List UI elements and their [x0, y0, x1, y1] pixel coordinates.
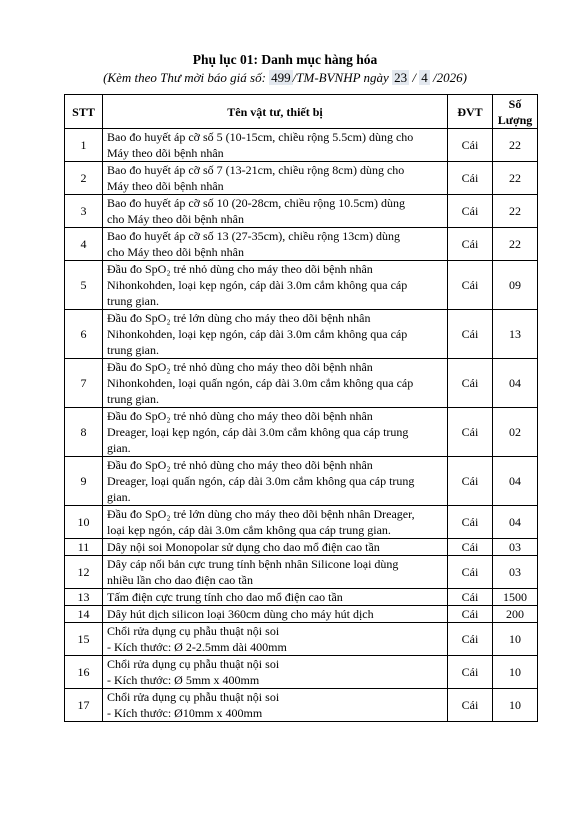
row-qty: 22 — [493, 129, 538, 162]
row-unit: Cái — [448, 310, 493, 359]
row-stt: 10 — [65, 506, 103, 539]
row-name-line: Nihonkohden, loại quấn ngón, cáp dài 3.0m cắm không qua cáp — [107, 376, 414, 390]
row-qty: 02 — [493, 408, 538, 457]
row-name — [103, 261, 448, 310]
header-stt: STT — [65, 95, 103, 129]
table-row — [65, 689, 538, 722]
table-row — [65, 261, 538, 310]
row-name-line: Đầu đo SpO₂ trẻ nhỏ dùng cho máy theo dõi bệnh nhân — [107, 458, 373, 472]
row-unit: Cái — [448, 506, 493, 539]
row-qty: 04 — [493, 457, 538, 506]
row-name-line: Dreager, loại quấn ngón, cáp dài 3.0m cắm không qua cáp trung — [107, 474, 415, 488]
row-stt: 5 — [65, 261, 103, 310]
table-header-row — [65, 95, 538, 129]
row-qty: 03 — [493, 539, 538, 556]
table-row — [65, 539, 538, 556]
row-name — [103, 195, 448, 228]
row-name-line: - Kích thước: Ø 2-2.5mm dài 400mm — [107, 640, 287, 654]
row-name-line: trung gian. — [107, 392, 159, 406]
header-name: Tên vật tư, thiết bị — [103, 95, 448, 129]
table-row — [65, 195, 538, 228]
row-name — [103, 457, 448, 506]
table-row — [65, 606, 538, 623]
row-name-line: trung gian. — [107, 294, 159, 308]
table-row — [65, 310, 538, 359]
row-unit: Cái — [448, 606, 493, 623]
table-row — [65, 623, 538, 656]
row-name-line: Bao đo huyết áp cỡ số 5 (10-15cm, chiều rộng 5.5cm) dùng cho — [107, 130, 414, 144]
row-name-line: nhiều lần cho dao điện cao tần — [107, 573, 253, 587]
row-name-line: Bao đo huyết áp cỡ số 10 (20-28cm, chiều rộng 10.5cm) dùng — [107, 196, 405, 210]
row-qty: 03 — [493, 556, 538, 589]
row-name-line: Máy theo dõi bệnh nhân — [107, 179, 224, 193]
row-name-line: Máy theo dõi bệnh nhân — [107, 146, 224, 160]
row-stt: 16 — [65, 656, 103, 689]
row-name — [103, 129, 448, 162]
date-month: 4 — [421, 70, 428, 85]
row-name-line: Nihonkohden, loại kẹp ngón, cáp dài 3.0m cắm không qua cáp — [107, 327, 408, 341]
table-row — [65, 359, 538, 408]
row-unit: Cái — [448, 539, 493, 556]
row-name — [103, 228, 448, 261]
table-row — [65, 556, 538, 589]
row-qty: 10 — [493, 689, 538, 722]
row-stt: 2 — [65, 162, 103, 195]
row-stt: 12 — [65, 556, 103, 589]
subtitle-mid: /TM-BVNHP ngày — [292, 70, 389, 85]
row-stt: 11 — [65, 539, 103, 556]
row-stt: 14 — [65, 606, 103, 623]
row-qty: 22 — [493, 195, 538, 228]
row-unit: Cái — [448, 129, 493, 162]
row-name-line: Đầu đo SpO₂ trẻ nhỏ dùng cho máy theo dõi bệnh nhân — [107, 409, 373, 423]
row-name — [103, 589, 448, 606]
row-stt: 3 — [65, 195, 103, 228]
date-sep: / — [412, 70, 416, 85]
row-name — [103, 539, 448, 556]
row-name — [103, 606, 448, 623]
row-qty: 22 — [493, 162, 538, 195]
row-name-line: Đầu đo SpO₂ trẻ lớn dùng cho máy theo dõi bệnh nhân — [107, 311, 371, 325]
letter-number: 499 — [271, 70, 291, 85]
row-name-line: Đầu đo SpO₂ trẻ nhỏ dùng cho máy theo dõi bệnh nhân — [107, 262, 373, 276]
row-qty: 1500 — [493, 589, 538, 606]
row-name-line: Tấm điện cực trung tính cho dao mổ điện cao tần — [107, 590, 343, 604]
row-name — [103, 656, 448, 689]
table-row — [65, 457, 538, 506]
row-name — [103, 623, 448, 656]
row-unit: Cái — [448, 359, 493, 408]
header-qty — [493, 95, 538, 129]
row-stt: 13 — [65, 589, 103, 606]
row-name-line: Dây hút dịch silicon loại 360cm dùng cho máy hút dịch — [107, 607, 374, 621]
row-name-line: Bao đo huyết áp cỡ số 13 (27-35cm), chiều rộng 13cm) dùng — [107, 229, 400, 243]
row-name-line: Đầu đo SpO₂ trẻ lớn dùng cho máy theo dõi bệnh nhân Dreager, — [107, 507, 415, 521]
table-row — [65, 162, 538, 195]
row-qty: 04 — [493, 359, 538, 408]
row-name-line: Bao đo huyết áp cỡ số 7 (13-21cm, chiều rộng 8cm) dùng cho — [107, 163, 405, 177]
row-stt: 6 — [65, 310, 103, 359]
table-row — [65, 589, 538, 606]
table-row — [65, 228, 538, 261]
row-name-line: - Kích thước: Ø10mm x 400mm — [107, 706, 263, 720]
row-stt: 7 — [65, 359, 103, 408]
row-name-line: - Kích thước: Ø 5mm x 400mm — [107, 673, 260, 687]
row-stt: 1 — [65, 129, 103, 162]
subtitle-prefix: (Kèm theo Thư mời báo giá số: — [103, 70, 266, 85]
header-qty-line2: Lượng — [497, 112, 533, 127]
row-name-line: loại kẹp ngón, cáp dài 3.0m cắm không qua cáp trung gian. — [107, 523, 391, 537]
row-unit: Cái — [448, 556, 493, 589]
row-unit: Cái — [448, 689, 493, 722]
row-name — [103, 506, 448, 539]
row-qty: 10 — [493, 623, 538, 656]
row-unit: Cái — [448, 623, 493, 656]
row-name — [103, 556, 448, 589]
row-name-line: Đầu đo SpO₂ trẻ nhỏ dùng cho máy theo dõi bệnh nhân — [107, 360, 373, 374]
table-row — [65, 656, 538, 689]
row-unit: Cái — [448, 408, 493, 457]
row-name-line: Dreager, loại kẹp ngón, cáp dài 3.0m cắm không qua cáp trung — [107, 425, 409, 439]
row-stt: 9 — [65, 457, 103, 506]
row-name-line: Dây nội soi Monopolar sử dụng cho dao mổ điện cao tần — [107, 540, 380, 554]
row-qty: 10 — [493, 656, 538, 689]
table-row — [65, 408, 538, 457]
row-qty: 13 — [493, 310, 538, 359]
row-name-line: cho Máy theo dõi bệnh nhân — [107, 245, 244, 259]
row-stt: 17 — [65, 689, 103, 722]
row-name-line: Chổi rửa dụng cụ phẫu thuật nội soi — [107, 690, 280, 704]
row-stt: 15 — [65, 623, 103, 656]
row-name-line: trung gian. — [107, 343, 159, 357]
row-unit: Cái — [448, 261, 493, 310]
row-name-line: cho Máy theo dõi bệnh nhân — [107, 212, 244, 226]
row-qty: 200 — [493, 606, 538, 623]
row-unit: Cái — [448, 589, 493, 606]
row-name-line: Nihonkohden, loại kẹp ngón, cáp dài 3.0m cắm không qua cáp — [107, 278, 408, 292]
row-stt: 8 — [65, 408, 103, 457]
document-subtitle — [0, 70, 570, 86]
row-qty: 09 — [493, 261, 538, 310]
row-unit: Cái — [448, 457, 493, 506]
row-name-line: Chổi rửa dụng cụ phẫu thuật nội soi — [107, 657, 280, 671]
header-unit: ĐVT — [448, 95, 493, 129]
row-name — [103, 408, 448, 457]
row-qty: 04 — [493, 506, 538, 539]
row-qty: 22 — [493, 228, 538, 261]
row-name — [103, 310, 448, 359]
row-stt: 4 — [65, 228, 103, 261]
row-name — [103, 689, 448, 722]
table-row — [65, 506, 538, 539]
goods-table — [64, 94, 538, 722]
date-day: 23 — [394, 70, 408, 85]
header-qty-line1: Số — [508, 96, 522, 111]
subtitle-suffix: /2026) — [432, 70, 467, 85]
row-unit: Cái — [448, 228, 493, 261]
row-unit: Cái — [448, 162, 493, 195]
table-row — [65, 129, 538, 162]
row-unit: Cái — [448, 195, 493, 228]
row-name-line: Chổi rửa dụng cụ phẫu thuật nội soi — [107, 624, 280, 638]
row-name — [103, 162, 448, 195]
row-name — [103, 359, 448, 408]
row-unit: Cái — [448, 656, 493, 689]
row-name-line: gian. — [107, 490, 131, 504]
document-title: Phụ lục 01: Danh mục hàng hóa — [192, 52, 378, 67]
row-name-line: gian. — [107, 441, 131, 455]
row-name-line: Dây cáp nối bản cực trung tính bệnh nhân Silicone loại dùng — [107, 557, 399, 571]
